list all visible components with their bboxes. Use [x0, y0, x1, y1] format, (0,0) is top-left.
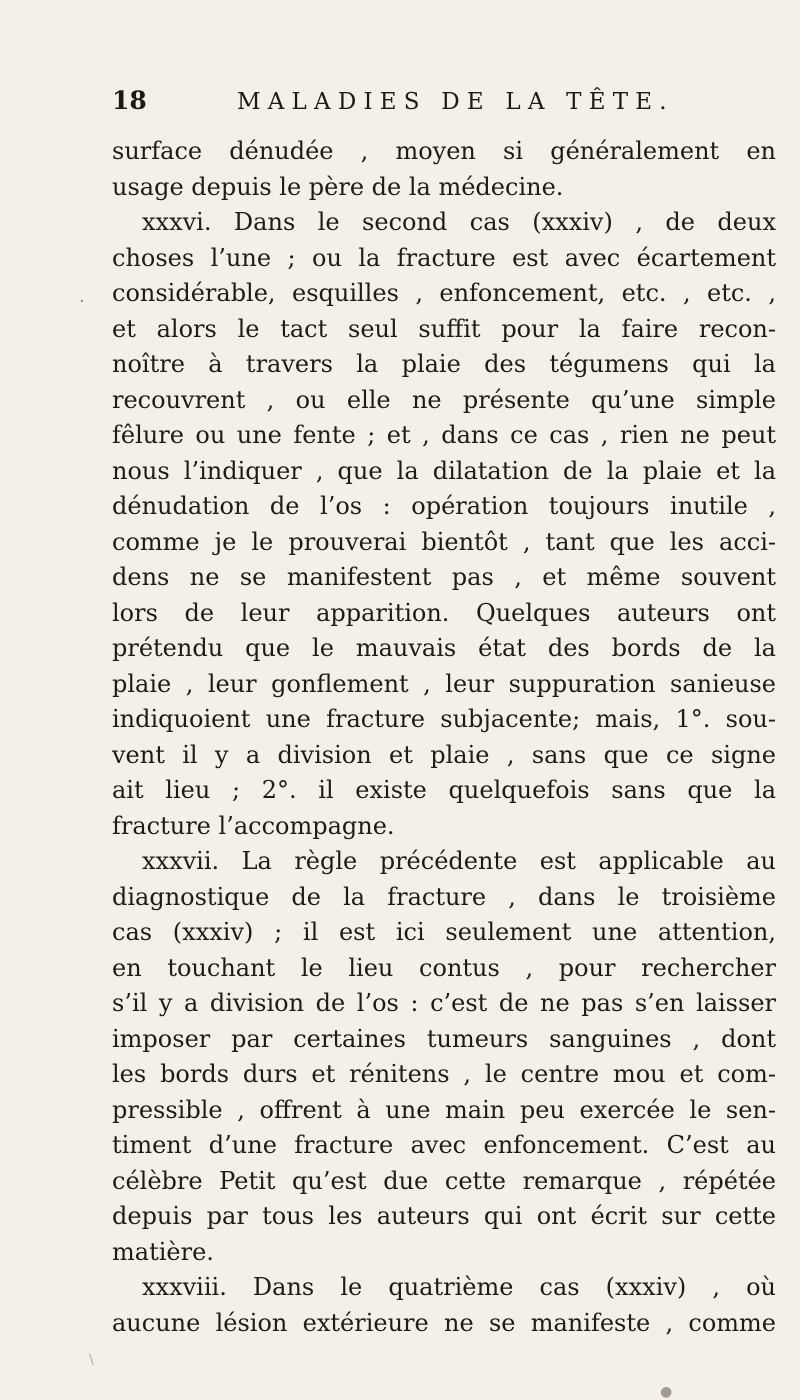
text-line: xxxviii. Dans le quatrième cas (xxxiv) , où — [142, 1273, 776, 1301]
text-line: en touchant le lieu contus , pour rechercher — [112, 953, 776, 982]
ink-blot: ● — [660, 1384, 673, 1400]
text-line: imposer par certaines tumeurs sanguines , dont — [112, 1024, 776, 1053]
text-line: cas (xxxiv) ; il est ici seulement une attention, — [112, 918, 776, 946]
text-line: pressible , offrent à une main peu exercée le sen- — [112, 1095, 776, 1124]
text-line: vent il y a division et plaie , sans que ce signe — [112, 740, 776, 769]
text-line: nous l’indiquer , que la dilatation de la plaie et la — [112, 456, 776, 485]
text-line: fêlure ou une fente ; et , dans ce cas , rien ne peut — [112, 421, 776, 449]
text-line: considérable, esquilles , enfoncement, etc. , etc. , — [112, 279, 776, 307]
text-line: matière. — [112, 1237, 214, 1266]
text-line: prétendu que le mauvais état des bords de la — [112, 634, 776, 662]
text-line: comme je le prouverai bientôt , tant que les acci- — [112, 527, 776, 556]
text-line: lors de leur apparition. Quelques auteurs ont — [112, 598, 776, 627]
text-line: dens ne se manifestent pas , et même souvent — [112, 563, 776, 591]
text-line: usage depuis le père de la médecine. — [112, 172, 564, 201]
text-line: plaie , leur gonflement , leur suppuration sanieuse — [112, 669, 776, 698]
text-line: les bords durs et rénitens , le centre mou et com- — [112, 1060, 776, 1088]
text-line: diagnostique de la fracture , dans le troisième — [112, 882, 776, 911]
text-line: indiquoient une fracture subjacente; mais, 1°. sou- — [112, 705, 776, 733]
text-line: timent d’une fracture avec enfoncement. C’est au — [112, 1131, 776, 1159]
margin-speck: \ — [89, 1352, 94, 1368]
text-line: fracture l’accompagne. — [112, 811, 395, 840]
text-line: dénudation de l’os : opération toujours inutile , — [112, 492, 776, 520]
text-line: depuis par tous les auteurs qui ont écrit sur cette — [112, 1202, 776, 1230]
text-line: aucune lésion extérieure ne se manifeste , comme — [112, 1308, 776, 1337]
page-number: 18 — [112, 86, 147, 115]
text-line: noître à travers la plaie des tégumens qui la — [112, 350, 776, 378]
text-line: ait lieu ; 2°. il existe quelquefois sans que la — [112, 776, 776, 804]
margin-speck: · — [79, 291, 85, 312]
text-line: xxxvii. La règle précédente est applicable au — [142, 847, 776, 875]
text-line: et alors le tact seul suffit pour la faire recon- — [112, 314, 776, 343]
text-line: xxxvi. Dans le second cas (xxxiv) , de deux — [142, 208, 776, 236]
running-title: MALADIES DE LA TÊTE. — [237, 89, 674, 115]
text-line: choses l’une ; ou la fracture est avec écartement — [112, 243, 776, 272]
text-line: recouvrent , ou elle ne présente qu’une simple — [112, 385, 776, 414]
text-line: surface dénudée , moyen si généralement en — [112, 137, 776, 165]
page-header — [112, 86, 672, 120]
text-line: s’il y a division de l’os : c’est de ne pas s’en laisser — [112, 989, 776, 1017]
text-line: célèbre Petit qu’est due cette remarque , répétée — [112, 1166, 776, 1195]
body-text — [112, 134, 776, 1341]
